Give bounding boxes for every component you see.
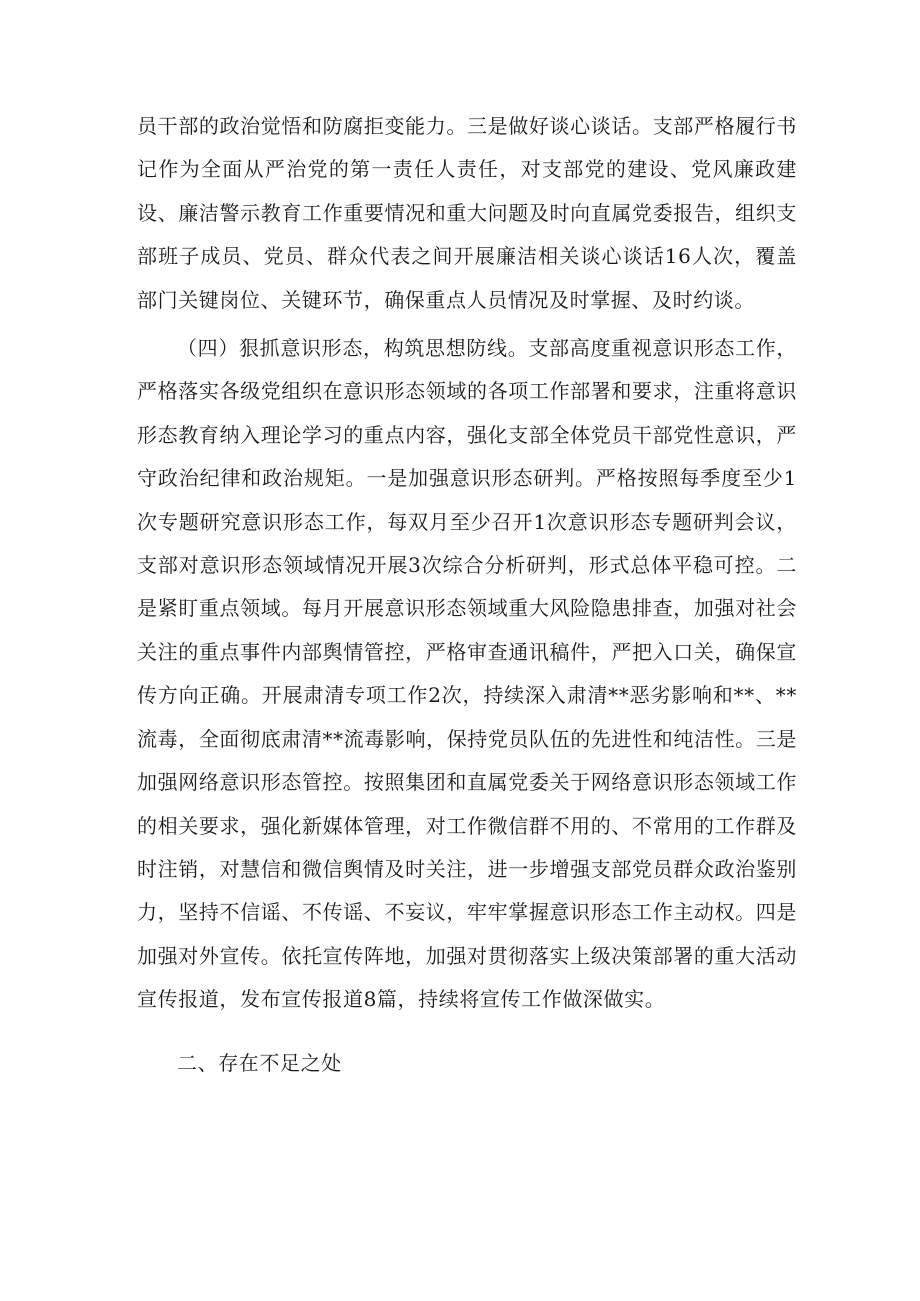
paragraph-talk-sessions: 员干部的政治觉悟和防腐拒变能力。三是做好谈心谈话。支部严格履行书记作为全面从严治党的第一责任人责任，对支部党的建设、党风廉政建设、廉洁警示教育工作重要情况和重大问题及时向直属党委报告，组织支部班子成员、党员、群众代表之间开展廉洁相关谈心谈话16人次，覆盖部门关键岗位、关键环节，确保重点人员情况及时掌握、及时约谈。 [137, 114, 797, 312]
paragraph-ideology-work: （四）狠抓意识形态，构筑思想防线。支部高度重视意识形态工作，严格落实各级党组织在意识形态领域的各项工作部署和要求，注重将意识形态教育纳入理论学习的重点内容，强化支部全体党员干部党性意识，严守政治纪律和政治规矩。一是加强意识形态研判。严格按照每季度至少1次专题研究意识形态工作，每双月至少召开1次意识形态专题研判会议，支部对意识形态领域情况开展3次综合分析研判，形式总体平稳可控。二是紧盯重点领域。每月开展意识形态领域重大风险隐患排查，加强对社会关注的重点事件内部舆情管控，严格审查通讯稿件，严把入口关，确保宣传方向正确。开展肃清专项工作2次，持续深入肃清**恶劣影响和**、**流毒，全面彻底肃清**流毒影响，保持党员队伍的先进性和纯洁性。三是加强网络意识形态管控。按照集团和直属党委关于网络意识形态领域工作的相关要求，强化新媒体管理，对工作微信群不用的、不常用的工作群及时注销，对慧信和微信舆情及时关注，进一步增强支部党员群众政治鉴别力，坚持不信谣、不传谣、不妄议，牢牢掌握意识形态工作主动权。四是加强对外宣传。依托宣传阵地，加强对贯彻落实上级决策部署的重大活动宣传报道，发布宣传报道8篇，持续将宣传工作做深做实。 [137, 336, 797, 1012]
document-body [137, 105, 797, 1085]
section-heading-shortcomings: 二、存在不足之处 [177, 1050, 342, 1075]
